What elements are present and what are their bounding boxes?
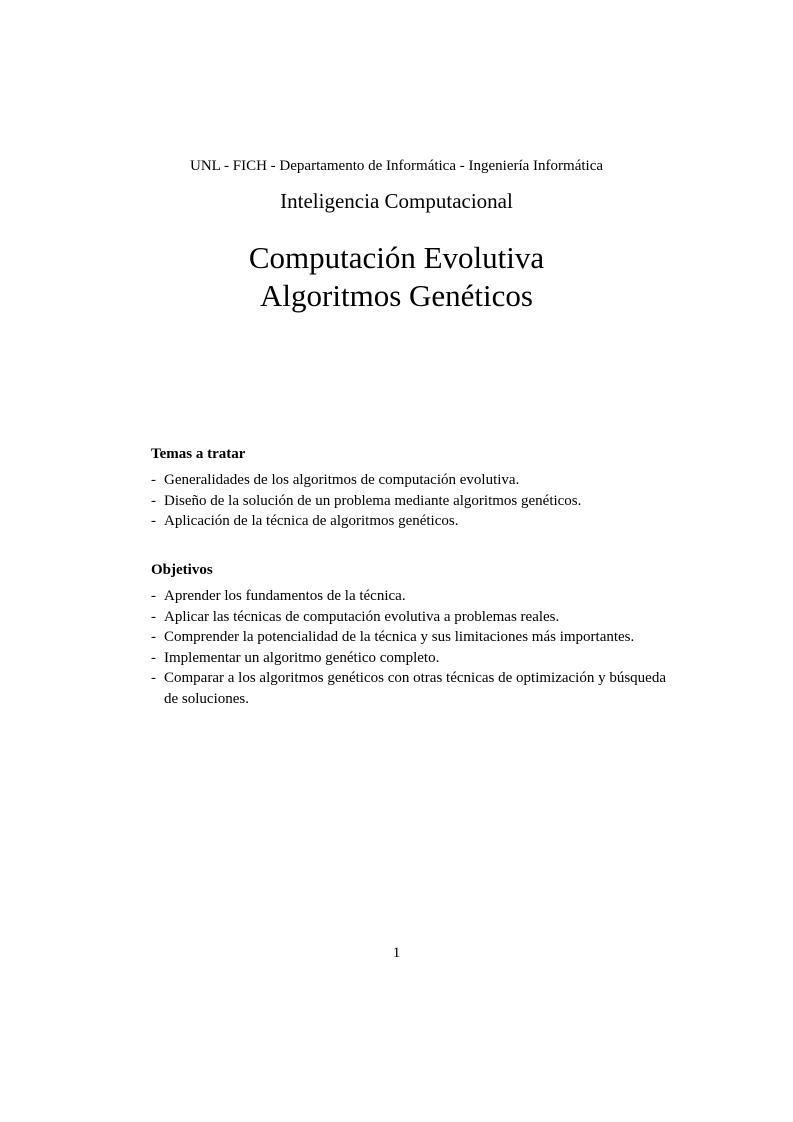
document-title: [0, 239, 793, 315]
topics-list: [151, 470, 666, 532]
objective-item: - Implementar un algoritmo genético completo.: [151, 648, 666, 669]
topic-item: - Diseño de la solución de un problema mediante algoritmos genéticos.: [151, 491, 666, 512]
title-line-1: Computación Evolutiva: [248, 240, 545, 275]
institution-line: UNL - FICH - Departamento de Informática - Ingeniería Informática: [189, 158, 604, 174]
course-name: Inteligencia Computacional: [280, 189, 513, 213]
objective-item: - Comparar a los algoritmos genéticos con otras técnicas de optimización y búsqueda de soluciones.: [151, 668, 666, 709]
title-line-2: Algoritmos Genéticos: [260, 278, 533, 313]
objective-item: - Aprender los fundamentos de la técnica.: [151, 586, 666, 607]
page-number: 1: [392, 945, 401, 961]
topics-heading: Temas a tratar: [151, 446, 246, 462]
objectives-list: [151, 586, 666, 709]
topic-item: - Generalidades de los algoritmos de computación evolutiva.: [151, 470, 666, 491]
objective-item: - Aplicar las técnicas de computación evolutiva a problemas reales.: [151, 607, 666, 628]
objective-item: - Comprender la potencialidad de la técnica y sus limitaciones más importantes.: [151, 627, 666, 648]
topics-section: [151, 444, 666, 532]
topic-item: - Aplicación de la técnica de algoritmos genéticos.: [151, 511, 666, 532]
objectives-section: [151, 560, 666, 709]
objectives-heading: Objetivos: [151, 562, 213, 578]
